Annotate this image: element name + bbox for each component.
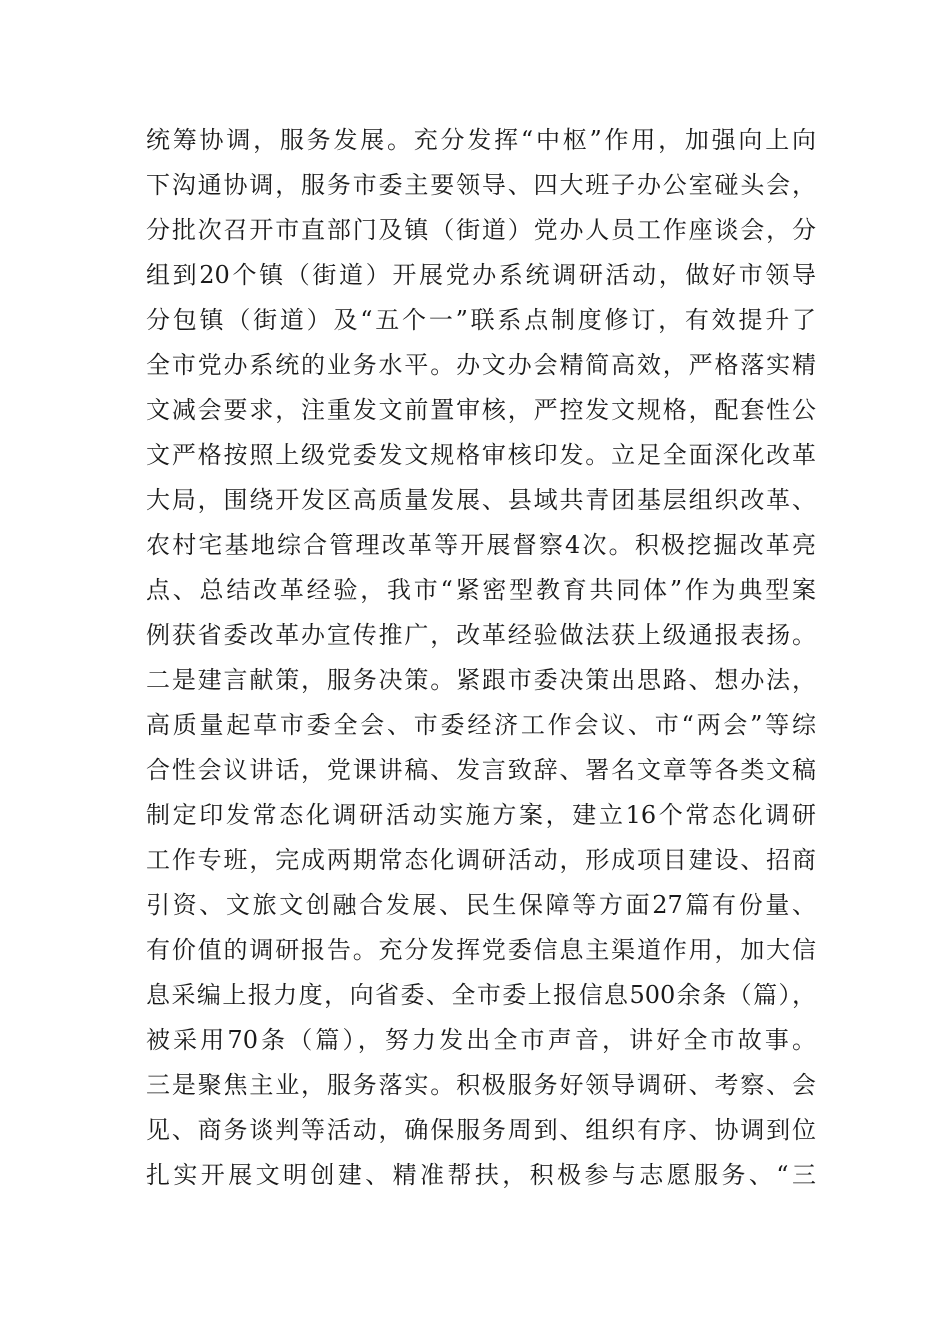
- text-line: 大局，围绕开发区高质量发展、县域共青团基层组织改革、: [146, 486, 816, 514]
- text-line: 被采用70条（篇），努力发出全市声音，讲好全市故事。: [146, 1026, 816, 1054]
- text-line: 组到20个镇（街道）开展党办系统调研活动，做好市领导: [146, 261, 816, 289]
- text-line: 合性会议讲话，党课讲稿、发言致辞、署名文章等各类文稿: [146, 756, 816, 784]
- text-line: 分包镇（街道）及“五个一”联系点制度修订，有效提升了: [146, 306, 816, 334]
- text-line: 高质量起草市委全会、市委经济工作会议、市“两会”等综: [146, 711, 816, 739]
- body-text: [146, 118, 816, 1198]
- text-line: 息采编上报力度，向省委、全市委上报信息500余条（篇），: [146, 981, 816, 1009]
- text-line: 工作专班，完成两期常态化调研活动，形成项目建设、招商: [146, 846, 816, 874]
- text-line: 文减会要求，注重发文前置审核，严控发文规格，配套性公: [146, 396, 816, 424]
- text-line: 三是聚焦主业，服务落实。积极服务好领导调研、考察、会: [146, 1071, 816, 1099]
- text-line: 有价值的调研报告。充分发挥党委信息主渠道作用，加大信: [146, 936, 816, 964]
- text-line: 制定印发常态化调研活动实施方案，建立16个常态化调研: [146, 801, 816, 829]
- text-line: 统筹协调，服务发展。充分发挥“中枢”作用，加强向上向: [146, 126, 816, 154]
- text-line: 文严格按照上级党委发文规格审核印发。立足全面深化改革: [146, 441, 816, 469]
- text-line: 见、商务谈判等活动，确保服务周到、组织有序、协调到位: [146, 1116, 816, 1144]
- text-line: 点、总结改革经验，我市“紧密型教育共同体”作为典型案: [146, 576, 816, 604]
- text-line: 分批次召开市直部门及镇（街道）党办人员工作座谈会，分: [146, 216, 816, 244]
- text-line: 全市党办系统的业务水平。办文办会精简高效，严格落实精: [146, 351, 816, 379]
- text-line: 农村宅基地综合管理改革等开展督察4次。积极挖掘改革亮: [146, 531, 816, 559]
- text-line: 二是建言献策，服务决策。紧跟市委决策出思路、想办法，: [146, 666, 816, 694]
- text-line: 扎实开展文明创建、精准帮扶，积极参与志愿服务、“三: [146, 1161, 816, 1189]
- text-line: 引资、文旅文创融合发展、民生保障等方面27篇有份量、: [146, 891, 816, 919]
- text-line: 下沟通协调，服务市委主要领导、四大班子办公室碰头会，: [146, 171, 816, 199]
- text-line: 例获省委改革办宣传推广，改革经验做法获上级通报表扬。: [146, 621, 816, 649]
